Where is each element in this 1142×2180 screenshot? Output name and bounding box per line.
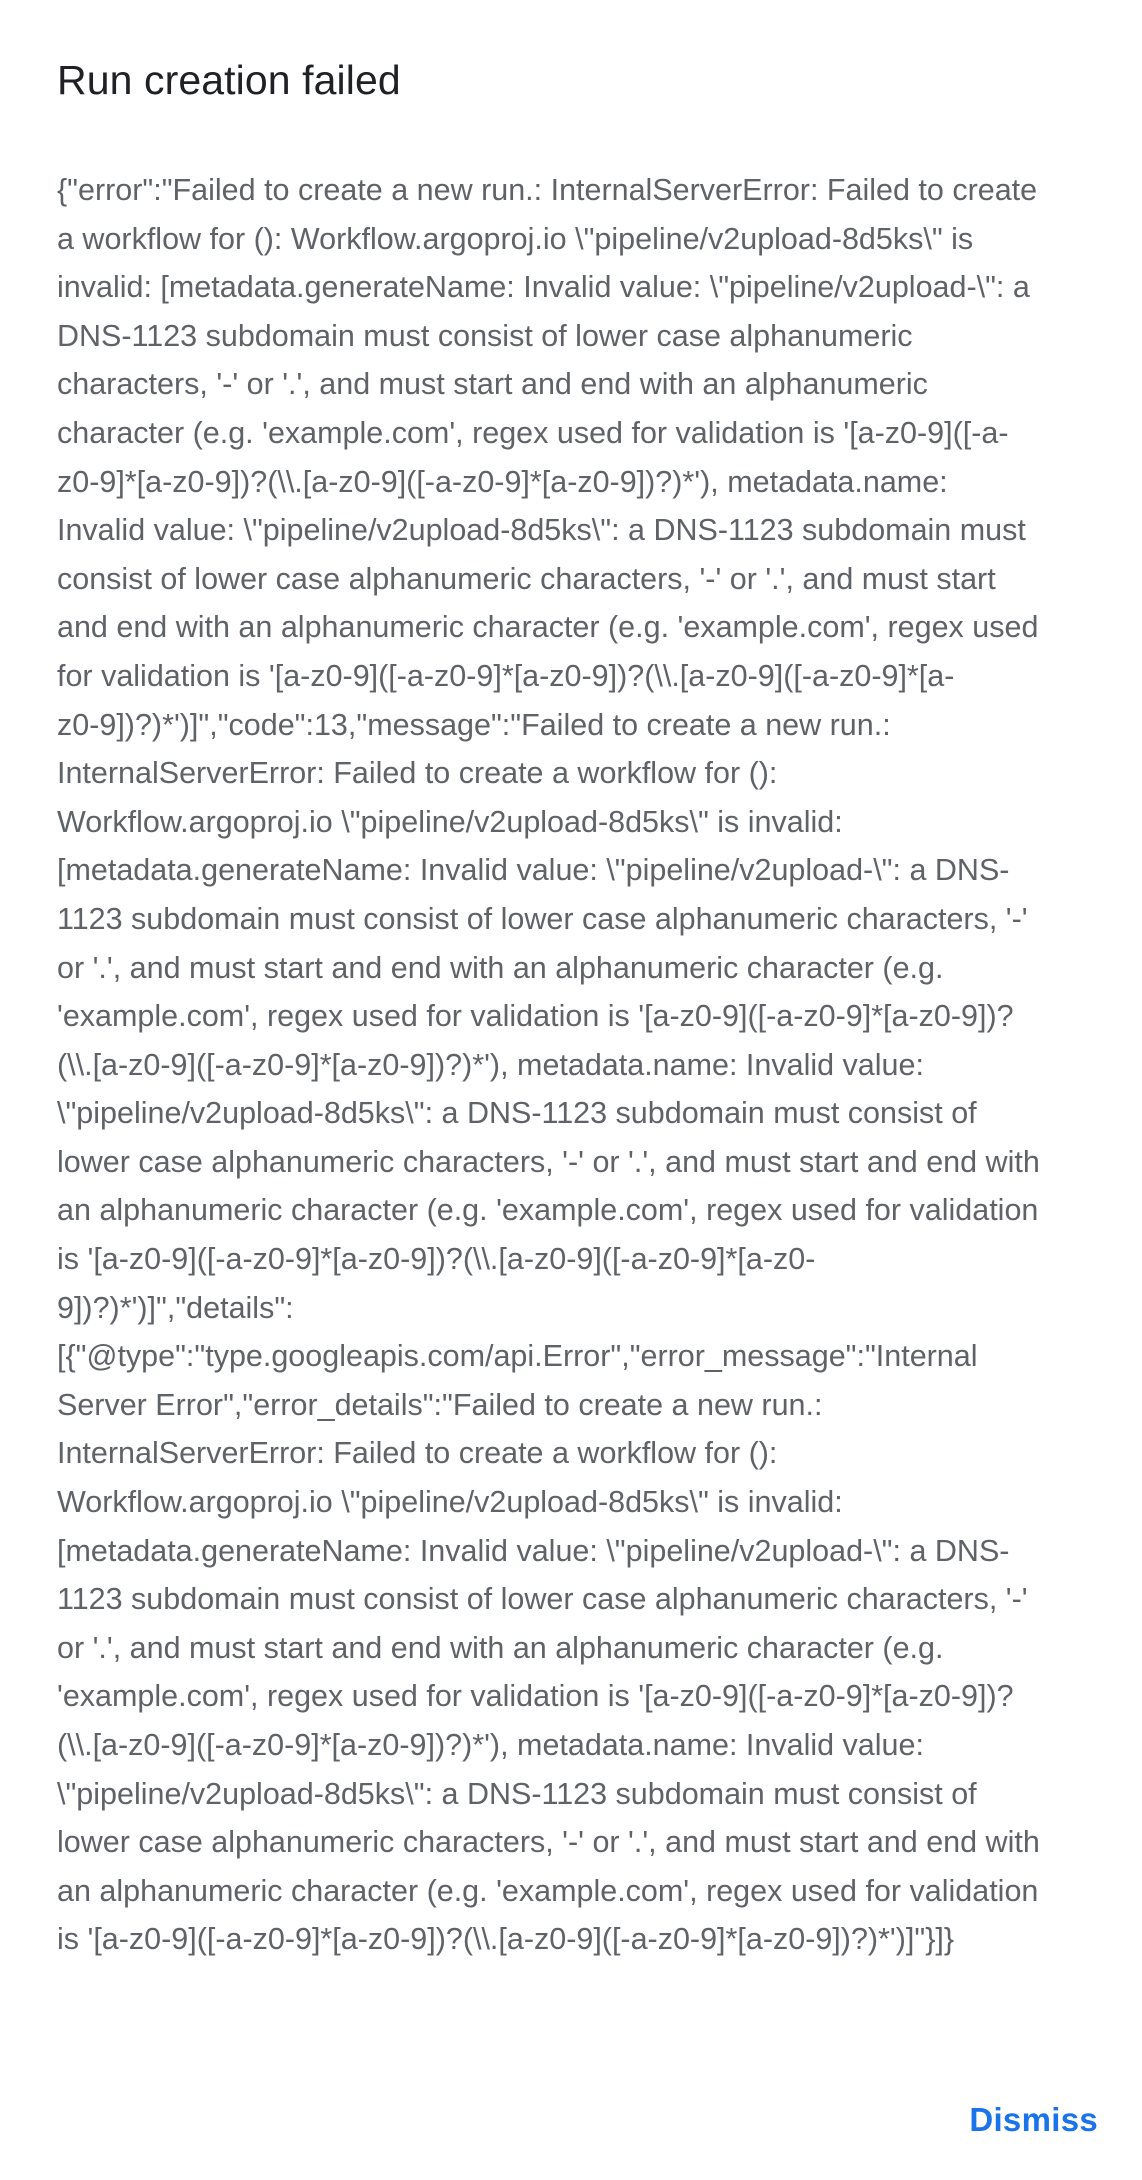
- error-message-line: for validation is '[a-z0-9]([-a-z0-9]*[a-z0-9])?(\\.[a-z0-9]([-a-z0-9]*[a-: [57, 658, 955, 693]
- error-message-line: 9])?)*')]","details":: [57, 1290, 294, 1325]
- error-message-line: 'example.com', regex used for validation is '[a-z0-9]([-a-z0-9]*[a-z0-9])?: [57, 999, 1014, 1034]
- error-message-line: a workflow for (): Workflow.argoproj.io \"pipeline/v2upload-8d5ks\" is: [57, 221, 974, 256]
- error-message-line: character (e.g. 'example.com', regex used for validation is '[a-z0-9]([-a-: [57, 415, 1009, 450]
- error-message-line: (\\.[a-z0-9]([-a-z0-9]*[a-z0-9])?)*'), metadata.name: Invalid value:: [57, 1047, 924, 1082]
- dialog-title: Run creation failed: [57, 57, 401, 103]
- error-message: [57, 166, 1117, 1964]
- error-message-line: z0-9])?)*')]","code":13,"message":"Failed to create a new run.:: [57, 707, 891, 742]
- error-message-line: characters, '-' or '.', and must start and end with an alphanumeric: [57, 367, 928, 402]
- error-message-line: lower case alphanumeric characters, '-' or '.', and must start and end with: [57, 1144, 1040, 1179]
- error-message-line: [metadata.generateName: Invalid value: \"pipeline/v2upload-\": a DNS-: [57, 853, 1010, 888]
- error-message-line: (\\.[a-z0-9]([-a-z0-9]*[a-z0-9])?)*'), metadata.name: Invalid value:: [57, 1728, 924, 1762]
- error-message-line: InternalServerError: Failed to create a workflow for ():: [57, 1436, 778, 1471]
- error-message-line: Workflow.argoproj.io \"pipeline/v2upload-8d5ks\" is invalid:: [57, 1485, 843, 1520]
- error-message-line: an alphanumeric character (e.g. 'example.com', regex used for validation: [57, 1873, 1039, 1908]
- error-message-line: \"pipeline/v2upload-8d5ks\": a DNS-1123 subdomain must consist of: [57, 1096, 977, 1131]
- error-message-line: [metadata.generateName: Invalid value: \"pipeline/v2upload-\": a DNS-: [57, 1533, 1010, 1568]
- error-message-line: InternalServerError: Failed to create a workflow for ():: [57, 756, 778, 791]
- error-message-line: lower case alphanumeric characters, '-' or '.', and must start and end with: [57, 1825, 1040, 1860]
- error-message-line: 1123 subdomain must consist of lower case alphanumeric characters, '-': [57, 1582, 1028, 1617]
- error-message-line: Invalid value: \"pipeline/v2upload-8d5ks\": a DNS-1123 subdomain must: [57, 513, 1026, 548]
- error-message-line: is '[a-z0-9]([-a-z0-9]*[a-z0-9])?(\\.[a-z0-9]([-a-z0-9]*[a-z0-9])?)*')]"}]}: [57, 1922, 955, 1957]
- dialog-actions: [955, 2084, 1112, 2156]
- error-message-line: DNS-1123 subdomain must consist of lower case alphanumeric: [57, 318, 913, 353]
- error-message-line: Server Error","error_details":"Failed to create a new run.:: [57, 1387, 823, 1422]
- error-message-line: or '.', and must start and end with an alphanumeric character (e.g.: [57, 1630, 944, 1665]
- error-message-line: is '[a-z0-9]([-a-z0-9]*[a-z0-9])?(\\.[a-z0-9]([-a-z0-9]*[a-z0-: [57, 1242, 816, 1277]
- error-message-line: an alphanumeric character (e.g. 'example.com', regex used for validation: [57, 1193, 1039, 1228]
- error-message-line: or '.', and must start and end with an alphanumeric character (e.g.: [57, 950, 944, 985]
- error-message-line: z0-9]*[a-z0-9])?(\\.[a-z0-9]([-a-z0-9]*[a-z0-9])?)*'), metadata.name:: [57, 464, 948, 499]
- error-message-line: \"pipeline/v2upload-8d5ks\": a DNS-1123 subdomain must consist of: [57, 1776, 977, 1811]
- error-message-line: Workflow.argoproj.io \"pipeline/v2upload-8d5ks\" is invalid:: [57, 804, 843, 839]
- error-message-line: 1123 subdomain must consist of lower case alphanumeric characters, '-': [57, 901, 1028, 936]
- error-message-line: 'example.com', regex used for validation is '[a-z0-9]([-a-z0-9]*[a-z0-9])?: [57, 1679, 1014, 1714]
- error-message-line: and end with an alphanumeric character (e.g. 'example.com', regex used: [57, 610, 1039, 645]
- error-message-line: {"error":"Failed to create a new run.: InternalServerError: Failed to create: [57, 173, 1038, 207]
- error-message-line: invalid: [metadata.generateName: Invalid value: \"pipeline/v2upload-\": a: [57, 270, 1030, 305]
- error-message-line: consist of lower case alphanumeric characters, '-' or '.', and must start: [57, 561, 996, 596]
- dismiss-button[interactable]: Dismiss: [955, 2093, 1112, 2147]
- error-message-line: [{"@type":"type.googleapis.com/api.Error","error_message":"Internal: [57, 1339, 978, 1374]
